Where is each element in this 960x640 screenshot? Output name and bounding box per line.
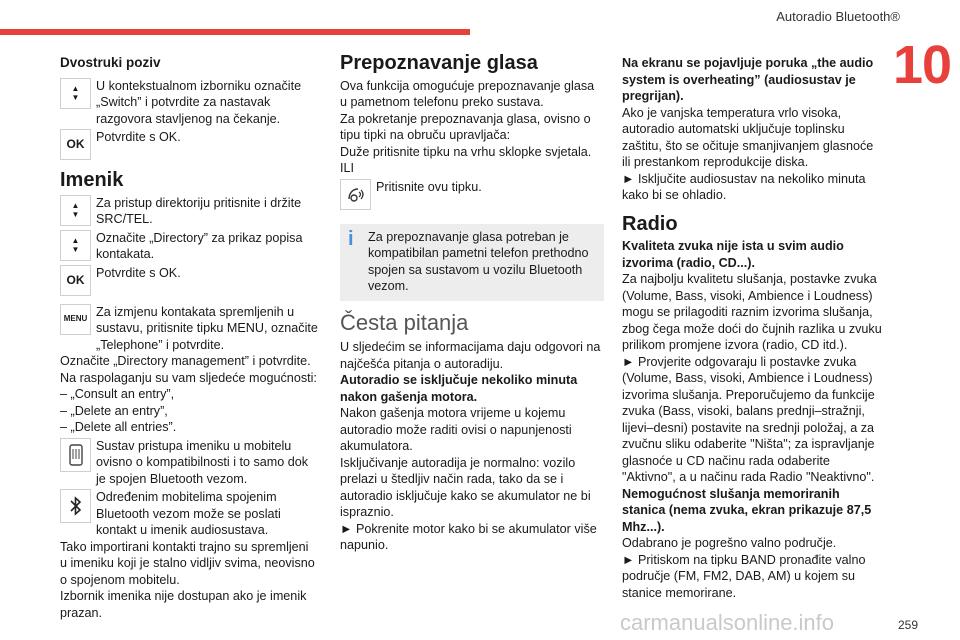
- up-down-arrows-icon: ▲ ▼: [60, 78, 91, 109]
- menu-button-icon: MENU: [60, 304, 91, 335]
- watermark: carmanualsonline.info: [620, 610, 835, 635]
- voice-text-3: Duže pritisnite tipku na vrhu sklopke svjetala.: [340, 144, 592, 159]
- bluetooth-icon: [60, 489, 91, 523]
- heading-directory: Imenik: [60, 169, 124, 191]
- directory-text-9: Tako importirani kontakti trajno su spremljeni u imeniku koji je stalno vidljiv svima, neovisno o spojenom mobitelu.: [60, 539, 315, 587]
- header-accent-bar: [0, 29, 470, 35]
- directory-option: – „Delete an entry”,: [60, 403, 168, 418]
- dual-call-confirm-text: Potvrdite s OK.: [96, 130, 181, 144]
- phone-icon: [60, 438, 91, 472]
- directory-text-3: Potvrdite s OK.: [96, 265, 181, 280]
- faq-answer: Nakon gašenja motora vrijeme u kojemu autoradio može raditi ovisi o napunjenosti akumulatora.: [340, 406, 572, 453]
- directory-text-7: Sustav pristupa imeniku u mobitelu ovisno o kompatibilnosti i to samo dok je spojen Bluetooth vezom.: [96, 438, 309, 486]
- faq-question: Autoradio se isključuje nekoliko minuta nakon gašenja motora.: [340, 373, 578, 404]
- faq-answer: ► Provjerite odgovaraju li postavke zvuka (Volume, Bass, visoki, Ambience i Loudness) izvorima slušanja. Preporučujemo da funkcije zvuka (Bass, visoki, balans prednji–stražnji, lijevi–desni) postavite na srednji položaj, a za zvučnu sliku odaberite "Ništa"; za ispravljanje glasnoće u CD načinu rada odaberite "Aktivno", a u načinu rada Radio "Neaktivno".: [622, 354, 875, 484]
- column-middle: [340, 52, 604, 554]
- voice-or: ILI: [340, 161, 355, 175]
- faq-answer: ► Pokrenite motor kako bi se akumulator više napunio.: [340, 521, 597, 552]
- faq-intro: U sljedećim se informacijama daju odgovori na najčešća pitanja o autoradiju.: [340, 340, 601, 371]
- directory-note-bluetooth: [60, 489, 318, 539]
- up-down-arrows-icon: ▲ ▼: [60, 195, 91, 226]
- directory-text-10: Izbornik imenika nije dostupan ako je imenik prazan.: [60, 589, 307, 620]
- directory-text-5: Označite „Directory management” i potvrdite.: [60, 354, 311, 368]
- faq-answer: Isključivanje autoradija je normalno: vozilo prelazi u štedljiv način rada, tako da se i autoradio isključuje kako se akumulator ne bi ispraznio.: [340, 455, 591, 519]
- info-box: [340, 224, 604, 301]
- directory-text-2: Označite „Directory” za prikaz popisa kontakata.: [96, 230, 303, 261]
- dual-call-text: U kontekstualnom izborniku označite „Switch” i potvrdite za nastavak razgovora stavljenog na čekanje.: [96, 78, 302, 126]
- directory-option: – „Consult an entry”,: [60, 387, 175, 401]
- heading-dual-call: Dvostruki poziv: [60, 55, 161, 70]
- faq-answer: Ako je vanjska temperatura vrlo visoka, autoradio automatski uključuje toplinsku zaštitu, što se očituje smanjivanjem glasnoće ili prestankom reprodukcije diska.: [622, 105, 874, 169]
- ok-button-icon: OK: [60, 265, 91, 296]
- up-down-arrows-icon: ▲ ▼: [60, 230, 91, 261]
- faq-answer: Odabrano je pogrešno valno područje.: [622, 536, 837, 550]
- dual-call-step: [60, 78, 318, 128]
- heading-radio: Radio: [622, 212, 678, 235]
- info-box-text: Za prepoznavanje glasa potreban je kompatibilan pametni telefon prethodno spojen sa sustavom u vozilu Bluetooth vezom.: [368, 229, 589, 293]
- directory-option: – „Delete all entries”.: [60, 420, 177, 434]
- voice-button-row: [340, 179, 604, 210]
- directory-step-1: [60, 195, 318, 228]
- directory-text-1: Za pristup direktoriju pritisnite i držite SRC/TEL.: [96, 195, 302, 226]
- column-right: [622, 55, 884, 601]
- column-left: [60, 55, 318, 621]
- voice-text-4: Pritisnite ovu tipku.: [376, 179, 482, 194]
- directory-text-4: Za izmjenu kontakata spremljenih u sustavu, pritisnite tipku MENU, označite „Telephone” i potvrdite.: [96, 304, 318, 352]
- faq-answer: ► Pritiskom na tipku BAND pronađite valno područje (FM, FM2, DAB, AM) u kojem su stanice memorirane.: [622, 552, 866, 600]
- voice-text-2: Za pokretanje prepoznavanja glasa, ovisno o tipu tipki na obruču upravljača:: [340, 111, 591, 142]
- chapter-number: 10: [893, 35, 952, 95]
- faq-question: Na ekranu se pojavljuje poruka „the audio system is overheating” (audiosustav je pregrijan).: [622, 56, 874, 103]
- ok-button-icon: OK: [60, 129, 91, 160]
- directory-text-6: Na raspolaganju su vam sljedeće mogućnosti:: [60, 370, 317, 385]
- directory-text-8: Određenim mobitelima spojenim Bluetooth vezom može se poslati kontakt u imenik audiosustava.: [96, 490, 281, 537]
- directory-note-phone: [60, 438, 318, 488]
- faq-question: Kvaliteta zvuka nije ista u svim audio izvorima (radio, CD...).: [622, 239, 844, 270]
- page-number: 259: [897, 618, 918, 632]
- faq-answer: ► Isključite audiosustav na nekoliko minuta kako bi se ohladio.: [622, 171, 866, 202]
- voice-text-1: Ova funkcija omogućuje prepoznavanje glasa u pametnom telefonu preko sustava.: [340, 78, 595, 109]
- directory-step-4: [60, 304, 318, 354]
- directory-step-2: [60, 230, 318, 263]
- directory-step-3: [60, 265, 318, 296]
- dual-call-confirm: [60, 129, 318, 160]
- faq-question: Nemogućnost slušanja memoriranih stanica (nema zvuka, ekran prikazuje 87,5 Mhz...).: [622, 486, 872, 534]
- heading-faq: Česta pitanja: [340, 309, 469, 335]
- info-icon: i: [348, 227, 354, 250]
- running-header-title: Autoradio Bluetooth®: [776, 9, 900, 24]
- faq-answer: Za najbolju kvalitetu slušanja, postavke zvuka (Volume, Bass, visoki, Ambience i Loudness) mogu se prilagoditi raznim izvorima slušanja, zbog čega može doći do čujnih razlika u zvuku prilikom promjene izvora (radio, CD itd.).: [622, 272, 882, 352]
- voice-command-icon: [340, 179, 371, 210]
- heading-voice-recognition: Prepoznavanje glasa: [340, 52, 538, 74]
